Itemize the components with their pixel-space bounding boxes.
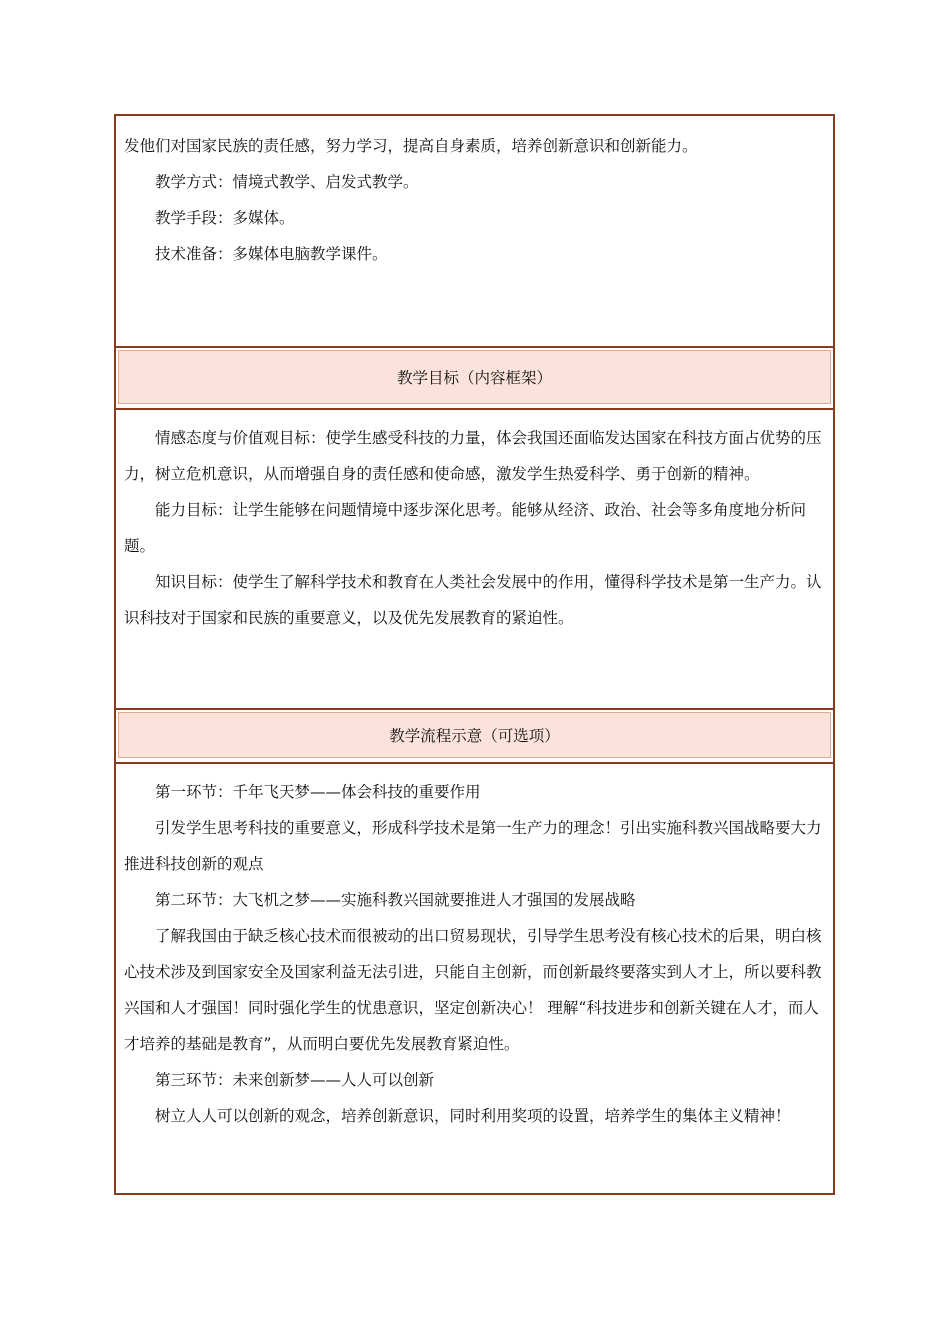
lesson-plan-table [114,114,835,1195]
paragraph: 第一环节：千年飞天梦——体会科技的重要作用 [155,783,481,801]
objectives-header-row [116,350,833,410]
paragraph: 第二环节：大飞机之梦——实施科教兴国就要推进人才强国的发展战略 [155,891,636,909]
paragraph: 技术准备：多媒体电脑教学课件。 [155,245,388,263]
teaching-methods-section [116,116,833,348]
paragraph: 情感态度与价值观目标：使学生感受科技的力量，体会我国还面临发达国家在科技方面占优势的压力，树立危机意识，从而增强自身的责任感和使命感，激发学生热爱科学、勇于创新的精神。 [124,429,822,483]
process-section [116,764,833,1193]
paragraph: 发他们对国家民族的责任感，努力学习，提高自身素质，培养创新意识和创新能力。 [124,137,698,155]
objectives-header: 教学目标（内容框架） [118,350,831,404]
process-header-row [116,712,833,764]
paragraph: 引发学生思考科技的重要意义，形成科学技术是第一生产力的理念！引出实施科教兴国战略要大力推进科技创新的观点 [124,819,822,873]
paragraph: 教学手段：多媒体。 [155,209,295,227]
objectives-content [116,410,833,646]
paragraph: 了解我国由于缺乏核心技术而很被动的出口贸易现状，引导学生思考没有核心技术的后果，明白核心技术涉及到国家安全及国家利益无法引进，只能自主创新，而创新最终要落实到人才上，所以要科教兴国和人才强国！同时强化学生的忧患意识，坚定创新决心！ 理解“科技进步和创新关键在人才，而人才培养的基础是教育”，从而明白要优先发展教育紧迫性。 [124,927,822,1053]
paragraph: 能力目标：让学生能够在问题情境中逐步深化思考。能够从经济、政治、社会等多角度地分析问题。 [124,501,807,555]
paragraph: 知识目标：使学生了解科学技术和教育在人类社会发展中的作用，懂得科学技术是第一生产力。认识科技对于国家和民族的重要意义，以及优先发展教育的紧迫性。 [124,573,822,627]
process-header: 教学流程示意（可选项） [118,712,831,758]
paragraph: 教学方式：情境式教学、启发式教学。 [155,173,419,191]
teaching-methods-content [116,116,833,282]
paragraph: 树立人人可以创新的观念，培养创新意识，同时利用奖项的设置，培养学生的集体主义精神！ [155,1107,791,1125]
process-content [116,764,833,1144]
objectives-section [116,410,833,710]
paragraph: 第三环节：未来创新梦——人人可以创新 [155,1071,435,1089]
